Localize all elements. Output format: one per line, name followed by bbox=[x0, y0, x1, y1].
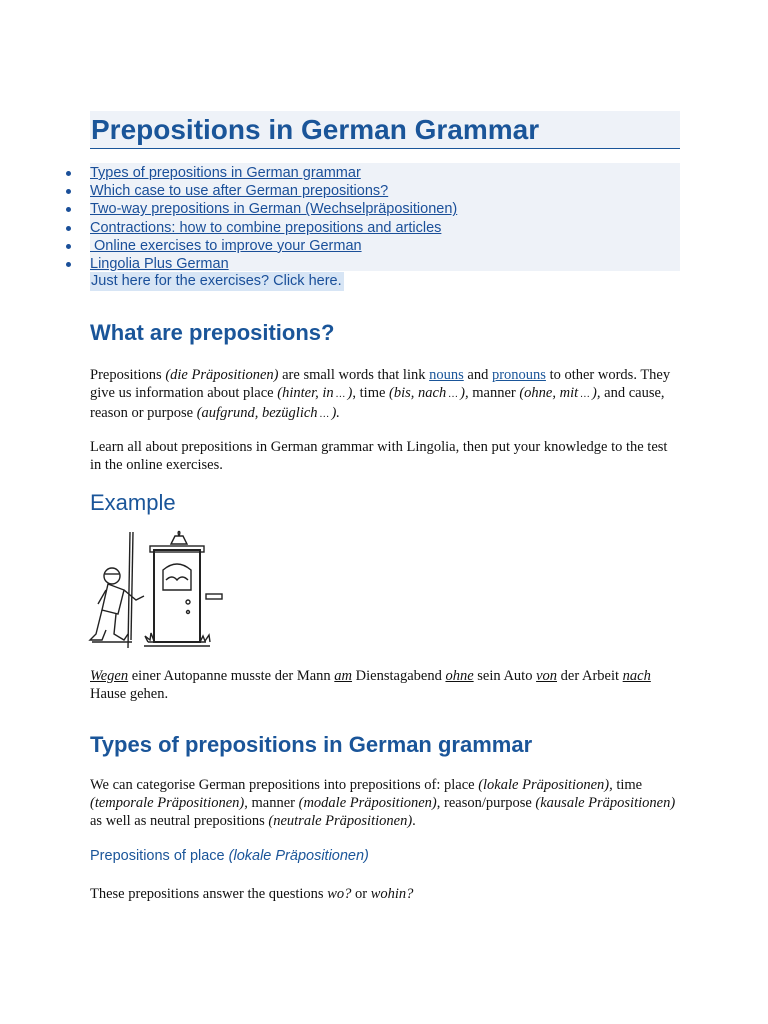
toc-item-types[interactable]: Types of prepositions in German grammar bbox=[60, 164, 457, 182]
what-heading: What are prepositions? bbox=[90, 320, 335, 345]
bullet-icon bbox=[66, 244, 71, 249]
nouns-link[interactable]: nouns bbox=[429, 367, 464, 383]
pronouns-link[interactable]: pronouns bbox=[491, 367, 546, 383]
toc-item-lingolia-plus[interactable]: Lingolia Plus German bbox=[60, 255, 457, 273]
example-sentence: Wegen einer Autopanne musste der Mann am Dienstagabend ohne sein Auto von der Arbeit nach Hause gehen. bbox=[90, 668, 651, 702]
types-heading: Types of prepositions in German grammar bbox=[90, 732, 533, 757]
page-title: Prepositions in German Grammar bbox=[90, 111, 680, 149]
exercises-link[interactable]: Just here for the exercises? Click here. bbox=[91, 273, 342, 289]
man-at-door-illustration bbox=[88, 530, 243, 650]
place-paragraph: These prepositions answer the questions wo? or wohin? bbox=[90, 886, 414, 902]
bullet-icon bbox=[66, 207, 71, 212]
toc-item-case[interactable]: Which case to use after German prepositions? bbox=[60, 182, 457, 200]
types-paragraph: We can categorise German prepositions into prepositions of: place (lokale Präpositionen), time (temporale Präpositionen), manner (modale Präpositionen), reason/purpose (kausale Präpositionen) as well as neutral prepositions (neutrale Präpositionen). bbox=[90, 777, 676, 829]
bullet-icon bbox=[66, 189, 71, 194]
learn-paragraph: Learn all about prepositions in German grammar with Lingolia, then put your knowledge to the test in the online exercises. bbox=[90, 439, 668, 473]
toc-item-two-way[interactable]: Two-way prepositions in German (Wechselpräpositionen) bbox=[60, 200, 457, 218]
bullet-icon bbox=[66, 262, 71, 267]
what-paragraph: Prepositions (die Präpositionen) are small words that link nouns and pronouns to other words. They give us information about place (hinter, in … ), time (bis, nach … ), manner (ohne, mit … ), and cause, reason or purpose (aufgrund, bezüglich … ). bbox=[90, 367, 671, 421]
toc-item-exercises[interactable]: Online exercises to improve your German bbox=[60, 237, 457, 255]
table-of-contents bbox=[60, 164, 457, 273]
place-subheading: Prepositions of place (lokale Präpositionen) bbox=[90, 848, 369, 864]
bullet-icon bbox=[66, 226, 71, 231]
toc-item-contractions[interactable]: Contractions: how to combine prepositions and articles bbox=[60, 219, 457, 237]
bullet-icon bbox=[66, 171, 71, 176]
example-heading: Example bbox=[90, 490, 176, 515]
